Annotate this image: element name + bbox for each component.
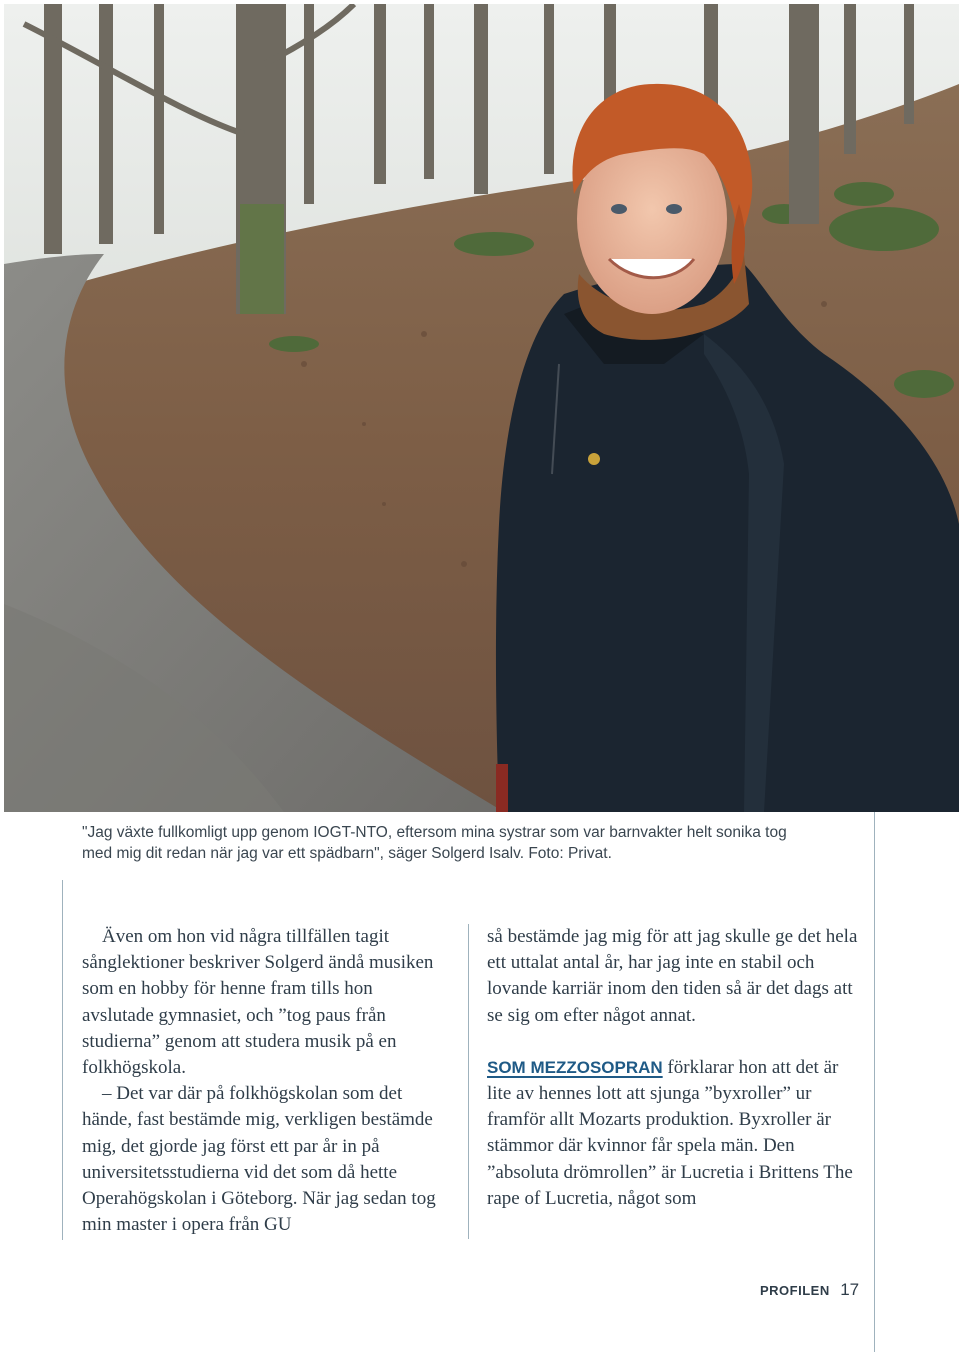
column-rule-middle [468,924,469,1239]
body-paragraph: så bestämde jag mig för att jag skulle ge det hela ett uttalat antal år, har jag inte en stabil och lovande karriär inom den tiden så är det dags att se sig om efter något annat. [487,926,858,1026]
body-paragraph: Även om hon vid några tillfällen tagit sånglektioner beskriver Solgerd ändå musiken som en hobby för henne fram tills hon avslutade gymnasiet, och ”tog paus från studierna” genom att studera musik på en folkhögskola. [82,926,434,1079]
article-column-left [82,924,442,1238]
portrait-photo [4,4,959,812]
body-paragraph: – Det var där på folkhögskolan som det hände, fast bestämde mig, verkligen bestämde mig, det gjorde jag först ett par år in på universitetsstudierna vid det som då hette Operahögskolan i Göteborg. När jag sedan tog min master i opera från GU [82,1083,436,1236]
column-rule-left [62,880,63,1240]
body-text: förklarar hon att det är lite av hennes lott att sjunga ”byxroller” ur framför allt Mozarts produktion. Byxroller är stämmor där kvinnor får spela män. Den ”absoluta drömrollen” är Lucretia i Brittens The rape of Lucretia, något som [487,1056,853,1209]
run-in-heading: SOM MEZZOSOPRAN [487,1057,663,1077]
article-column-right [487,924,867,1212]
forest-path-portrait [4,4,959,812]
photo-caption: "Jag växte fullkomligt upp genom IOGT-NTO, eftersom mina systrar som var barnvakter helt sonika tog med mig dit redan när jag var ett spädbarn", säger Solgerd Isalv. Foto: Privat. [82,824,787,862]
section-label: PROFILEN [760,1283,830,1298]
page-footer [760,1280,859,1300]
column-rule-right [874,812,875,1352]
body-paragraph [487,1055,867,1212]
page-number: 17 [840,1280,860,1299]
